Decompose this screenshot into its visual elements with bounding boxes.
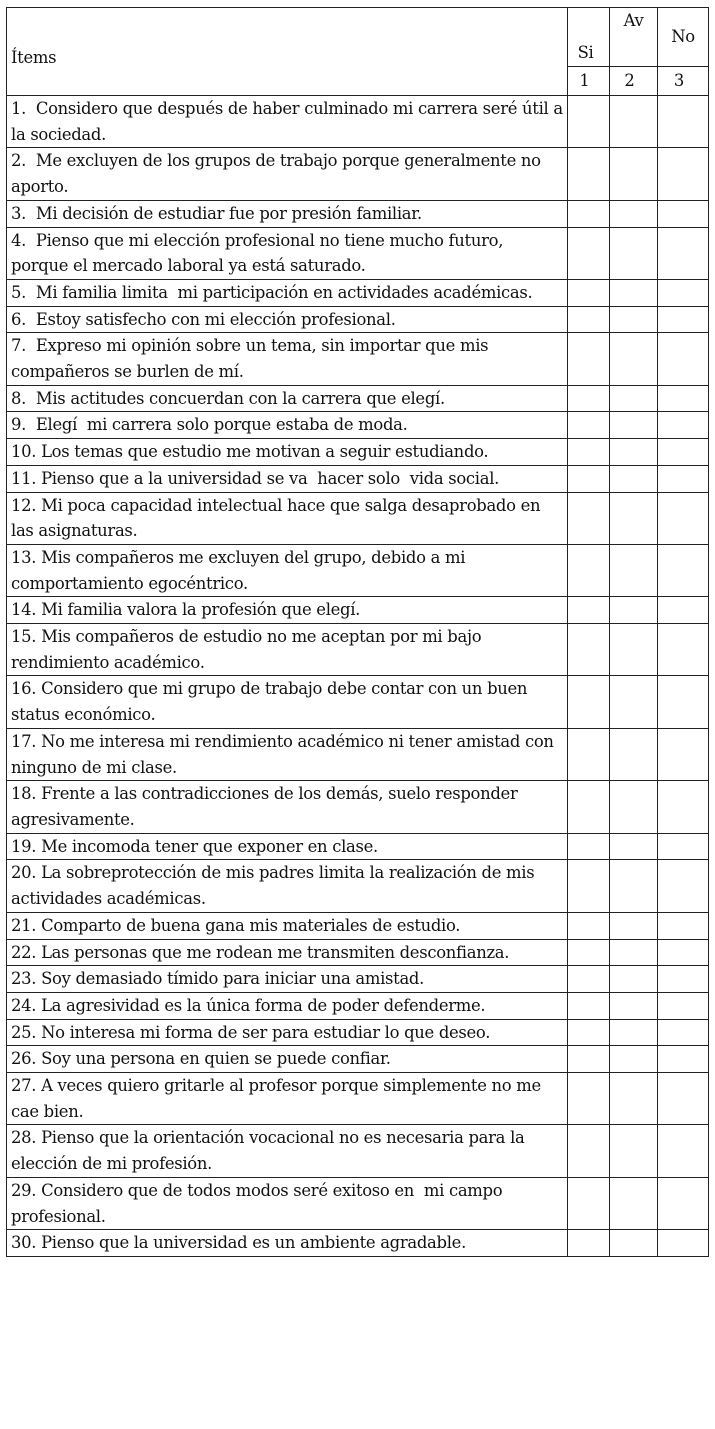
answer-cell-no[interactable] [658, 939, 709, 966]
table-row [7, 781, 709, 833]
answer-cell-av[interactable] [610, 624, 658, 676]
item-number: 17. [11, 731, 37, 751]
table-row [7, 385, 709, 412]
answer-cell-si[interactable] [568, 624, 610, 676]
table-row [7, 227, 709, 279]
answer-cell-av[interactable] [610, 227, 658, 279]
table-row [7, 492, 709, 544]
answer-cell-si[interactable] [568, 279, 610, 306]
item-number: 29. [11, 1180, 37, 1200]
table-row [7, 860, 709, 912]
answer-cell-av[interactable] [610, 200, 658, 227]
item-number: 18. [11, 784, 37, 804]
item-number: 19. [11, 836, 37, 856]
item-text [7, 1046, 568, 1073]
answer-cell-no[interactable] [658, 306, 709, 333]
item-statement: Elegí mi carrera solo porque estaba de moda. [26, 415, 408, 435]
table-row [7, 96, 709, 148]
item-text [7, 279, 568, 306]
answer-cell-no[interactable] [658, 992, 709, 1019]
item-number: 21. [11, 915, 37, 935]
item-statement: Expreso mi opinión sobre un tema, sin importar que mis compañeros se burlen de mí. [11, 336, 494, 382]
answer-cell-no[interactable] [658, 439, 709, 466]
item-number: 6. [11, 309, 27, 329]
item-statement: Los temas que estudio me motivan a seguir estudiando. [36, 442, 489, 462]
items-table [6, 7, 709, 1257]
item-statement: Pienso que la orientación vocacional no es necesaria para la elección de mi profesión. [11, 1128, 530, 1174]
table-row [7, 912, 709, 939]
answer-cell-no[interactable] [658, 148, 709, 200]
table-row [7, 966, 709, 993]
item-statement: Comparto de buena gana mis materiales de estudio. [36, 915, 461, 935]
answer-cell-si[interactable] [568, 412, 610, 439]
item-text [7, 1125, 568, 1177]
answer-cell-si[interactable] [568, 597, 610, 624]
table-row [7, 676, 709, 728]
item-text [7, 728, 568, 780]
answer-cell-av[interactable] [610, 597, 658, 624]
answer-cell-av[interactable] [610, 912, 658, 939]
answer-cell-si[interactable] [568, 492, 610, 544]
option-value-no: 3 [658, 67, 709, 96]
item-statement: Soy una persona en quien se puede confiar. [36, 1049, 391, 1069]
answer-cell-av[interactable] [610, 148, 658, 200]
items-body [7, 96, 709, 1257]
table-row [7, 148, 709, 200]
item-number: 28. [11, 1128, 37, 1148]
answer-cell-no[interactable] [658, 385, 709, 412]
item-number: 4. [11, 230, 27, 250]
answer-cell-no[interactable] [658, 966, 709, 993]
answer-cell-si[interactable] [568, 833, 610, 860]
item-statement: Considero que mi grupo de trabajo debe contar con un buen status económico. [11, 679, 533, 725]
table-row [7, 992, 709, 1019]
answer-cell-no[interactable] [658, 597, 709, 624]
item-text [7, 939, 568, 966]
item-number: 23. [11, 969, 37, 989]
table-row [7, 833, 709, 860]
answer-cell-av[interactable] [610, 860, 658, 912]
item-text [7, 333, 568, 385]
answer-cell-si[interactable] [568, 306, 610, 333]
item-text [7, 597, 568, 624]
answer-cell-no[interactable] [658, 1230, 709, 1257]
item-text [7, 465, 568, 492]
answer-cell-av[interactable] [610, 1046, 658, 1073]
answer-cell-si[interactable] [568, 992, 610, 1019]
answer-cell-si[interactable] [568, 333, 610, 385]
item-statement: Soy demasiado tímido para iniciar una amistad. [36, 969, 425, 989]
item-statement: Me incomoda tener que exponer en clase. [36, 836, 378, 856]
item-text [7, 200, 568, 227]
option-value-av: 2 [610, 67, 658, 96]
item-number: 15. [11, 627, 37, 647]
answer-cell-si[interactable] [568, 96, 610, 148]
table-row [7, 1125, 709, 1177]
item-statement: Pienso que a la universidad se va hacer solo vida social. [36, 468, 500, 488]
answer-cell-si[interactable] [568, 1177, 610, 1229]
item-number: 25. [11, 1022, 37, 1042]
answer-cell-si[interactable] [568, 939, 610, 966]
option-header-no: No [658, 8, 709, 67]
answer-cell-av[interactable] [610, 385, 658, 412]
item-number: 3. [11, 203, 27, 223]
answer-cell-si[interactable] [568, 227, 610, 279]
table-row [7, 333, 709, 385]
answer-cell-no[interactable] [658, 676, 709, 728]
item-statement: Mi poca capacidad intelectual hace que salga desaprobado en las asignaturas. [11, 495, 546, 541]
answer-cell-si[interactable] [568, 544, 610, 596]
table-row [7, 1046, 709, 1073]
answer-cell-no[interactable] [658, 781, 709, 833]
table-row [7, 1019, 709, 1046]
answer-cell-si[interactable] [568, 200, 610, 227]
answer-cell-si[interactable] [568, 148, 610, 200]
item-statement: Frente a las contradicciones de los demás, suelo responder agresivamente. [11, 784, 523, 829]
answer-cell-si[interactable] [568, 860, 610, 912]
item-number: 12. [11, 495, 37, 515]
item-number: 5. [11, 282, 27, 302]
answer-cell-no[interactable] [658, 1019, 709, 1046]
table-row [7, 728, 709, 780]
item-statement: No me interesa mi rendimiento académico ni tener amistad con ninguno de mi clase. [11, 731, 559, 777]
answer-cell-no[interactable] [658, 833, 709, 860]
table-row [7, 1073, 709, 1125]
answer-cell-av[interactable] [610, 333, 658, 385]
answer-cell-si[interactable] [568, 781, 610, 833]
items-column-header: Ítems [7, 8, 568, 96]
answer-cell-si[interactable] [568, 1230, 610, 1257]
item-text [7, 544, 568, 596]
table-row [7, 597, 709, 624]
answer-cell-no[interactable] [658, 860, 709, 912]
item-number: 7. [11, 336, 27, 356]
table-row [7, 200, 709, 227]
item-number: 27. [11, 1076, 37, 1096]
answer-cell-av[interactable] [610, 1230, 658, 1257]
answer-cell-av[interactable] [610, 544, 658, 596]
item-text [7, 624, 568, 676]
item-number: 16. [11, 679, 37, 699]
item-text [7, 1073, 568, 1125]
item-statement: Me excluyen de los grupos de trabajo porque generalmente no aporto. [11, 151, 546, 197]
item-number: 20. [11, 863, 37, 883]
header-row [7, 8, 709, 67]
answer-cell-si[interactable] [568, 1073, 610, 1125]
item-text [7, 1230, 568, 1257]
answer-cell-si[interactable] [568, 465, 610, 492]
item-statement: Mi familia valora la profesión que elegí. [36, 600, 361, 620]
answer-cell-no[interactable] [658, 912, 709, 939]
table-row [7, 412, 709, 439]
item-text [7, 148, 568, 200]
answer-cell-av[interactable] [610, 96, 658, 148]
item-text [7, 860, 568, 912]
item-number: 14. [11, 600, 37, 620]
item-statement: Considero que después de haber culminado mi carrera seré útil a la sociedad. [11, 99, 568, 144]
item-statement: Mi decisión de estudiar fue por presión familiar. [26, 203, 422, 223]
item-number: 9. [11, 415, 27, 435]
item-number: 2. [11, 151, 27, 171]
item-text [7, 439, 568, 466]
answer-cell-av[interactable] [610, 1073, 658, 1125]
item-text [7, 492, 568, 544]
item-text [7, 227, 568, 279]
answer-cell-av[interactable] [610, 833, 658, 860]
item-text [7, 676, 568, 728]
answer-cell-si[interactable] [568, 385, 610, 412]
option-header-av: Av [610, 8, 658, 67]
item-number: 24. [11, 995, 37, 1015]
answer-cell-si[interactable] [568, 1125, 610, 1177]
answer-cell-si[interactable] [568, 1046, 610, 1073]
answer-cell-av[interactable] [610, 781, 658, 833]
option-header-si: Si [568, 8, 610, 67]
table-row [7, 306, 709, 333]
answer-cell-no[interactable] [658, 624, 709, 676]
answer-cell-av[interactable] [610, 1177, 658, 1229]
answer-cell-no[interactable] [658, 1073, 709, 1125]
answer-cell-av[interactable] [610, 412, 658, 439]
item-text [7, 966, 568, 993]
answer-cell-si[interactable] [568, 439, 610, 466]
table-row [7, 939, 709, 966]
item-text [7, 1019, 568, 1046]
item-number: 26. [11, 1049, 37, 1069]
answer-cell-no[interactable] [658, 333, 709, 385]
item-text [7, 96, 568, 148]
answer-cell-av[interactable] [610, 279, 658, 306]
answer-cell-si[interactable] [568, 728, 610, 780]
answer-cell-si[interactable] [568, 676, 610, 728]
item-text [7, 833, 568, 860]
answer-cell-si[interactable] [568, 966, 610, 993]
item-statement: Mi familia limita mi participación en actividades académicas. [26, 282, 533, 302]
item-text [7, 385, 568, 412]
option-value-si: 1 [568, 67, 610, 96]
table-row [7, 544, 709, 596]
table-row [7, 624, 709, 676]
answer-cell-no[interactable] [658, 227, 709, 279]
item-number: 13. [11, 547, 37, 567]
answer-cell-no[interactable] [658, 279, 709, 306]
answer-cell-av[interactable] [610, 439, 658, 466]
item-text [7, 306, 568, 333]
answer-cell-av[interactable] [610, 306, 658, 333]
item-statement: Pienso que mi elección profesional no tiene mucho futuro, porque el mercado laboral ya está saturado. [11, 230, 509, 276]
answer-cell-si[interactable] [568, 1019, 610, 1046]
answer-cell-av[interactable] [610, 992, 658, 1019]
item-text [7, 992, 568, 1019]
answer-cell-av[interactable] [610, 492, 658, 544]
answer-cell-no[interactable] [658, 1125, 709, 1177]
answer-cell-av[interactable] [610, 728, 658, 780]
answer-cell-no[interactable] [658, 412, 709, 439]
answer-cell-no[interactable] [658, 1046, 709, 1073]
item-statement: La sobreprotección de mis padres limita la realización de mis actividades académicas. [11, 863, 540, 909]
table-row [7, 1177, 709, 1229]
item-text [7, 912, 568, 939]
table-row [7, 439, 709, 466]
item-number: 8. [11, 388, 27, 408]
answer-cell-no[interactable] [658, 728, 709, 780]
item-statement: A veces quiero gritarle al profesor porque simplemente no me cae bien. [11, 1076, 546, 1121]
item-statement: La agresividad es la única forma de poder defenderme. [36, 995, 486, 1015]
answer-cell-av[interactable] [610, 966, 658, 993]
item-number: 22. [11, 942, 37, 962]
answer-cell-av[interactable] [610, 676, 658, 728]
answer-cell-no[interactable] [658, 96, 709, 148]
item-number: 1. [11, 99, 27, 118]
item-statement: Pienso que la universidad es un ambiente agradable. [36, 1233, 466, 1253]
table-row [7, 279, 709, 306]
item-statement: Mis compañeros de estudio no me aceptan por mi bajo rendimiento académico. [11, 627, 487, 672]
item-statement: Mis actitudes concuerdan con la carrera que elegí. [26, 388, 445, 408]
answer-cell-av[interactable] [610, 939, 658, 966]
answer-cell-no[interactable] [658, 492, 709, 544]
item-number: 11. [11, 468, 37, 488]
answer-cell-no[interactable] [658, 1177, 709, 1229]
item-text [7, 1177, 568, 1229]
item-statement: Las personas que me rodean me transmiten desconfianza. [36, 942, 510, 962]
table-row [7, 465, 709, 492]
answer-cell-av[interactable] [610, 465, 658, 492]
answer-cell-si[interactable] [568, 912, 610, 939]
item-text [7, 412, 568, 439]
item-statement: No interesa mi forma de ser para estudiar lo que deseo. [36, 1022, 491, 1042]
item-number: 30. [11, 1233, 37, 1253]
answer-cell-no[interactable] [658, 200, 709, 227]
item-text [7, 781, 568, 833]
item-statement: Considero que de todos modos seré exitoso en mi campo profesional. [11, 1180, 508, 1226]
item-number: 10. [11, 442, 37, 462]
answer-cell-av[interactable] [610, 1019, 658, 1046]
table-row [7, 1230, 709, 1257]
answer-cell-av[interactable] [610, 1125, 658, 1177]
item-statement: Estoy satisfecho con mi elección profesional. [26, 309, 396, 329]
questionnaire [6, 7, 709, 1257]
answer-cell-no[interactable] [658, 465, 709, 492]
item-statement: Mis compañeros me excluyen del grupo, debido a mi comportamiento egocéntrico. [11, 547, 471, 593]
answer-cell-no[interactable] [658, 544, 709, 596]
